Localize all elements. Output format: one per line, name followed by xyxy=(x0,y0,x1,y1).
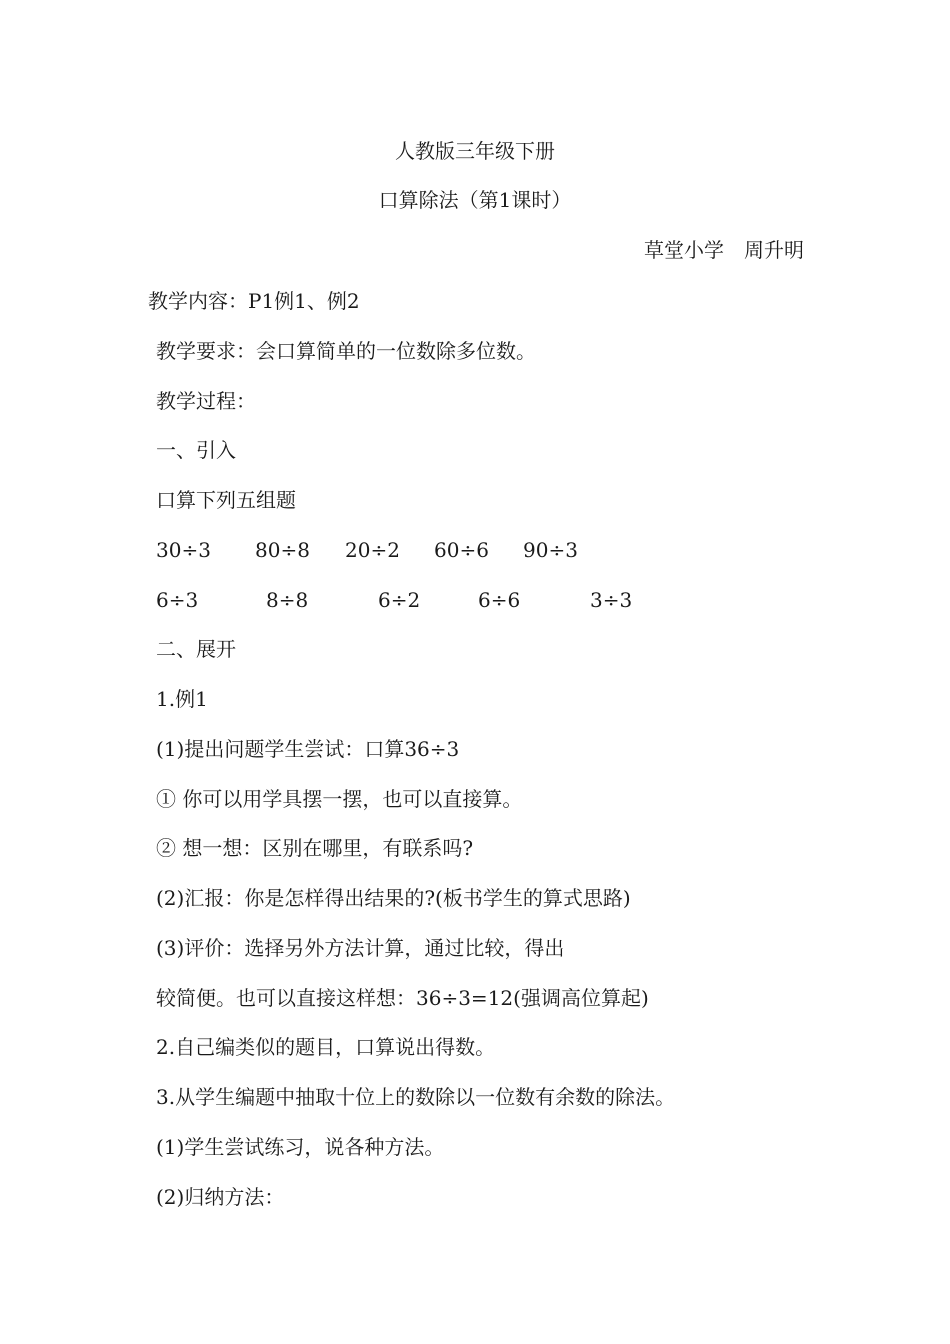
teaching-requirement: 教学要求：会口算简单的一位数除多位数。 xyxy=(156,339,536,363)
item-3-2: (2)归纳方法： xyxy=(156,1185,285,1209)
item-1-3: (3)评价：选择另外方法计算，通过比较，得出 xyxy=(156,936,565,960)
item-1-1-a: ① 你可以用学具摆一摆，也可以直接算。 xyxy=(156,787,523,811)
teaching-process-heading: 教学过程： xyxy=(156,389,256,413)
item-1-2: (2)汇报：你是怎样得出结果的?(板书学生的算式思路) xyxy=(156,886,631,910)
expression: 6÷6 xyxy=(478,588,521,612)
item-1-1-b: ② 想一想：区别在哪里，有联系吗? xyxy=(156,836,474,860)
expression: 3÷3 xyxy=(590,588,633,612)
expression: 30÷3 xyxy=(156,538,211,562)
item-3: 3.从学生编题中抽取十位上的数除以一位数有余数的除法。 xyxy=(156,1085,676,1109)
section2-title: 二、展开 xyxy=(156,637,236,661)
author-line: 草堂小学 周升明 xyxy=(644,238,804,262)
expression: 6÷3 xyxy=(156,588,199,612)
document-subtitle: 口算除法（第1课时） xyxy=(378,188,572,212)
document-title: 人教版三年级下册 xyxy=(395,139,555,163)
item-2: 2.自己编类似的题目，口算说出得数。 xyxy=(156,1035,496,1059)
item-1: 1.例1 xyxy=(156,687,208,711)
section1-title: 一、引入 xyxy=(156,438,236,462)
item-3-1: (1)学生尝试练习，说各种方法。 xyxy=(156,1135,445,1159)
item-1-3-continued: 较简便。也可以直接这样想：36÷3=12(强调高位算起) xyxy=(156,986,649,1010)
item-1-1: (1)提出问题学生尝试：口算36÷3 xyxy=(156,737,460,761)
teaching-content: 教学内容：P1例1、例2 xyxy=(148,289,360,313)
expression: 80÷8 xyxy=(255,538,310,562)
expression: 6÷2 xyxy=(378,588,421,612)
expression: 8÷8 xyxy=(266,588,309,612)
expression: 20÷2 xyxy=(345,538,400,562)
expression: 60÷6 xyxy=(434,538,489,562)
section1-intro: 口算下列五组题 xyxy=(156,488,296,512)
expression: 90÷3 xyxy=(523,538,578,562)
